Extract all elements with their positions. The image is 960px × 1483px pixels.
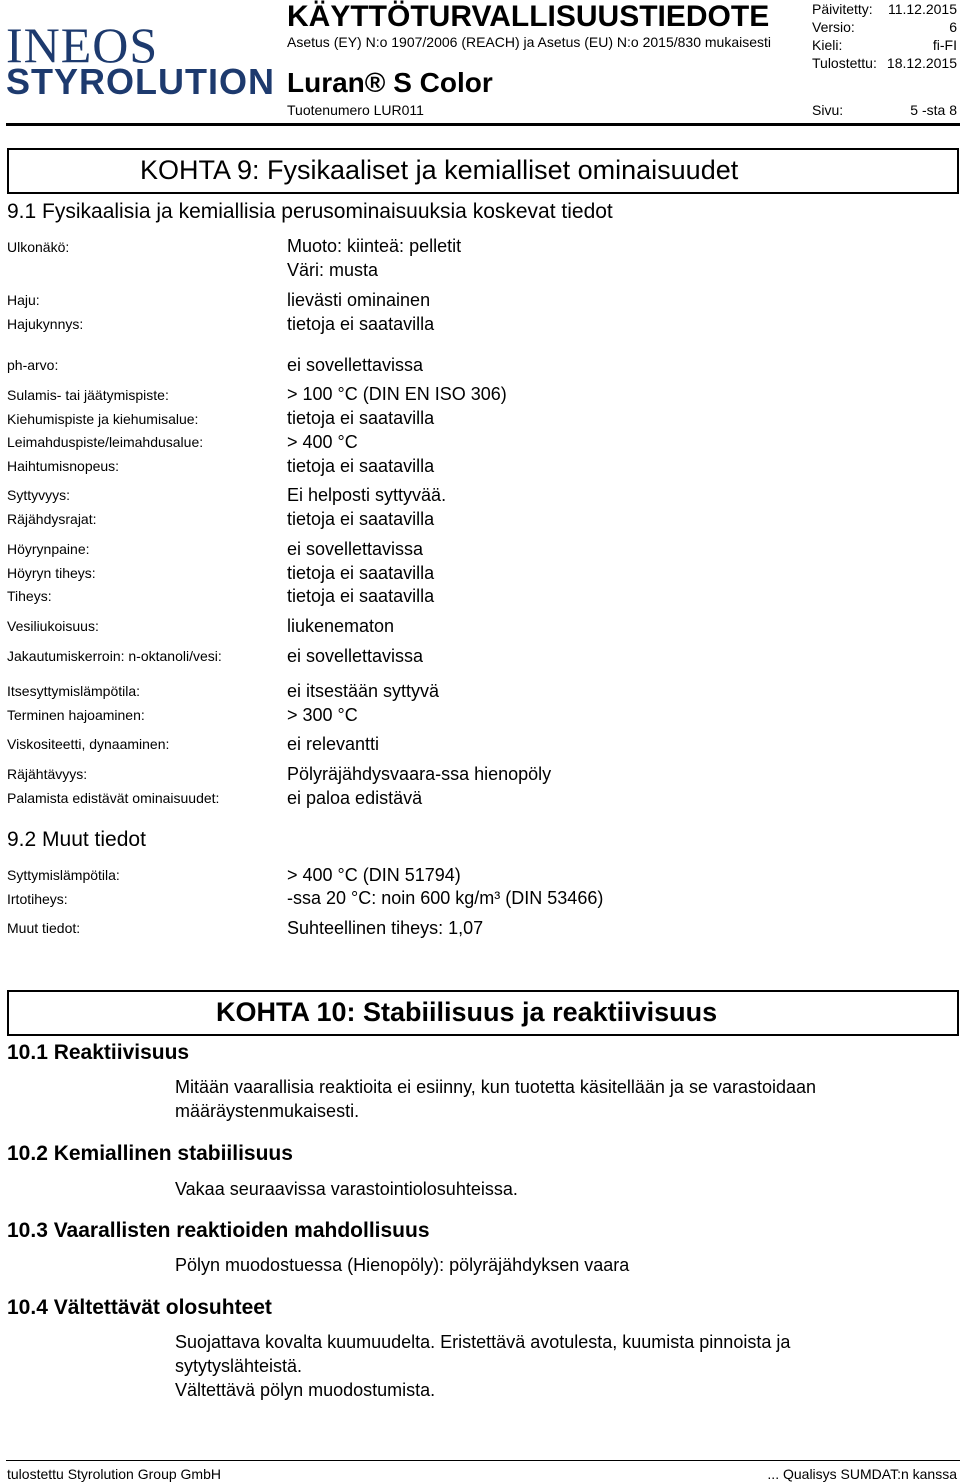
- row-label: Terminen hajoaminen:: [7, 707, 145, 723]
- page-value: 5 -sta 8: [910, 102, 957, 118]
- subsection-10-3-title: 10.3 Vaarallisten reaktioiden mahdollisuus: [7, 1219, 430, 1242]
- meta-version-label: Versio:: [812, 19, 855, 35]
- row-value: Väri: musta: [287, 260, 379, 280]
- row-label: Räjähtävyys:: [7, 766, 88, 782]
- section-10-title: KOHTA 10: Stabiilisuus ja reaktiivisuus: [216, 997, 718, 1027]
- row-label: Itsesyttymislämpötila:: [7, 683, 141, 699]
- product-number: Tuotenumero LUR011: [287, 102, 424, 118]
- footer-divider: [6, 1460, 960, 1461]
- meta-version-value: 6: [949, 19, 957, 35]
- row-label: Palamista edistävät ominaisuudet:: [7, 790, 220, 806]
- meta-printed-label: Tulostettu:: [812, 55, 877, 71]
- row-label: Kiehumispiste ja kiehumisalue:: [7, 411, 199, 427]
- row-value: tietoja ei saatavilla: [287, 456, 435, 476]
- row-label: Hajukynnys:: [7, 316, 84, 332]
- product-name: Luran® S Color: [287, 67, 493, 98]
- row-label: Sulamis- tai jäätymispiste:: [7, 387, 169, 403]
- row-value: -ssa 20 °C: noin 600 kg/m³ (DIN 53466): [287, 888, 604, 908]
- body-text: sytytyslähteistä.: [175, 1356, 303, 1376]
- row-label: ph-arvo:: [7, 357, 59, 373]
- row-value: ei sovellettavissa: [287, 539, 424, 559]
- body-text: Vakaa seuraavissa varastointiolosuhteissa.: [175, 1179, 518, 1199]
- ineos-logo: INEOS: [6, 17, 159, 73]
- styrolution-logo: STYROLUTION: [6, 61, 275, 102]
- row-value: > 100 °C (DIN EN ISO 306): [287, 384, 507, 404]
- row-label: Muut tiedot:: [7, 920, 81, 936]
- subsection-9-2-title: 9.2 Muut tiedot: [7, 828, 146, 851]
- row-value: > 300 °C: [287, 705, 358, 725]
- row-value: tietoja ei saatavilla: [287, 509, 435, 529]
- subsection-10-2-title: 10.2 Kemiallinen stabiilisuus: [7, 1142, 293, 1165]
- row-value: tietoja ei saatavilla: [287, 586, 435, 606]
- row-value: tietoja ei saatavilla: [287, 408, 435, 428]
- document-title: KÄYTTÖTURVALLISUUSTIEDOTE: [287, 0, 770, 33]
- row-label: Haju:: [7, 292, 40, 308]
- meta-language-label: Kieli:: [812, 37, 843, 53]
- row-value: > 400 °C: [287, 432, 358, 452]
- footer-right: ... Qualisys SUMDAT:n kanssa: [767, 1466, 957, 1482]
- row-label: Höyryn tiheys:: [7, 565, 96, 581]
- row-label: Vesiliukoisuus:: [7, 618, 99, 634]
- body-text: Mitään vaarallisia reaktioita ei esiinny, kun tuotetta käsitellään ja se varastoidaan: [175, 1077, 817, 1097]
- row-label: Irtotiheys:: [7, 891, 68, 907]
- row-label: Höyrynpaine:: [7, 541, 90, 557]
- row-value: > 400 °C (DIN 51794): [287, 865, 461, 885]
- body-text: Pölyn muodostuessa (Hienopöly): pölyräjähdyksen vaara: [175, 1255, 630, 1275]
- row-value: lievästi ominainen: [287, 290, 431, 310]
- subsection-10-4-title: 10.4 Vältettävät olosuhteet: [7, 1296, 272, 1319]
- header-divider: [6, 123, 960, 126]
- subsection-9-1-title: 9.1 Fysikaalisia ja kemiallisia perusominaisuuksia koskevat tiedot: [7, 200, 613, 223]
- row-label: Viskositeetti, dynaaminen:: [7, 736, 170, 752]
- row-label: Räjähdysrajat:: [7, 511, 97, 527]
- row-value: tietoja ei saatavilla: [287, 563, 435, 583]
- body-text: määräystenmukaisesti.: [175, 1101, 360, 1121]
- row-value: ei sovellettavissa: [287, 355, 424, 375]
- row-value: ei sovellettavissa: [287, 646, 424, 666]
- section-9-title: KOHTA 9: Fysikaaliset ja kemialliset ominaisuudet: [140, 155, 739, 185]
- row-value: Pölyräjähdysvaara-ssa hienopöly: [287, 764, 552, 784]
- row-value: Ei helposti syttyvää.: [287, 485, 447, 505]
- body-text: Suojattava kovalta kuumuudelta. Eristettävä avotulesta, kuumista pinnoista ja: [175, 1332, 791, 1352]
- subsection-10-1-title: 10.1 Reaktiivisuus: [7, 1041, 190, 1064]
- row-value: ei paloa edistävä: [287, 788, 423, 808]
- meta-language-value: fi-FI: [932, 37, 957, 53]
- row-label: Haihtumisnopeus:: [7, 458, 120, 474]
- row-value: liukenematon: [287, 616, 395, 636]
- row-value: ei itsestään syttyvä: [287, 681, 440, 701]
- body-text: Vältettävä pölyn muodostumista.: [175, 1380, 436, 1400]
- footer-left: tulostettu Styrolution Group GmbH: [7, 1466, 221, 1482]
- row-label: Syttymislämpötila:: [7, 867, 120, 883]
- regulation-text: Asetus (EY) N:o 1907/2006 (REACH) ja Asetus (EU) N:o 2015/830 mukaisesti: [287, 34, 771, 50]
- meta-printed-value: 18.12.2015: [886, 55, 957, 71]
- row-label: Tiheys:: [7, 588, 52, 604]
- row-label: Leimahduspiste/leimahdusalue:: [7, 434, 204, 450]
- meta-updated-value: 11.12.2015: [887, 1, 957, 17]
- row-value: ei relevantti: [287, 734, 380, 754]
- meta-updated-label: Päivitetty:: [812, 1, 873, 17]
- row-value: tietoja ei saatavilla: [287, 314, 435, 334]
- page-label: Sivu:: [812, 102, 844, 118]
- row-label: Ulkonäkö:: [7, 239, 70, 255]
- row-label: Syttyvyys:: [7, 487, 71, 503]
- row-label: Jakautumiskerroin: n-oktanoli/vesi:: [7, 648, 222, 664]
- row-value: Muoto: kiinteä: pelletit: [287, 236, 462, 256]
- row-value: Suhteellinen tiheys: 1,07: [287, 918, 484, 938]
